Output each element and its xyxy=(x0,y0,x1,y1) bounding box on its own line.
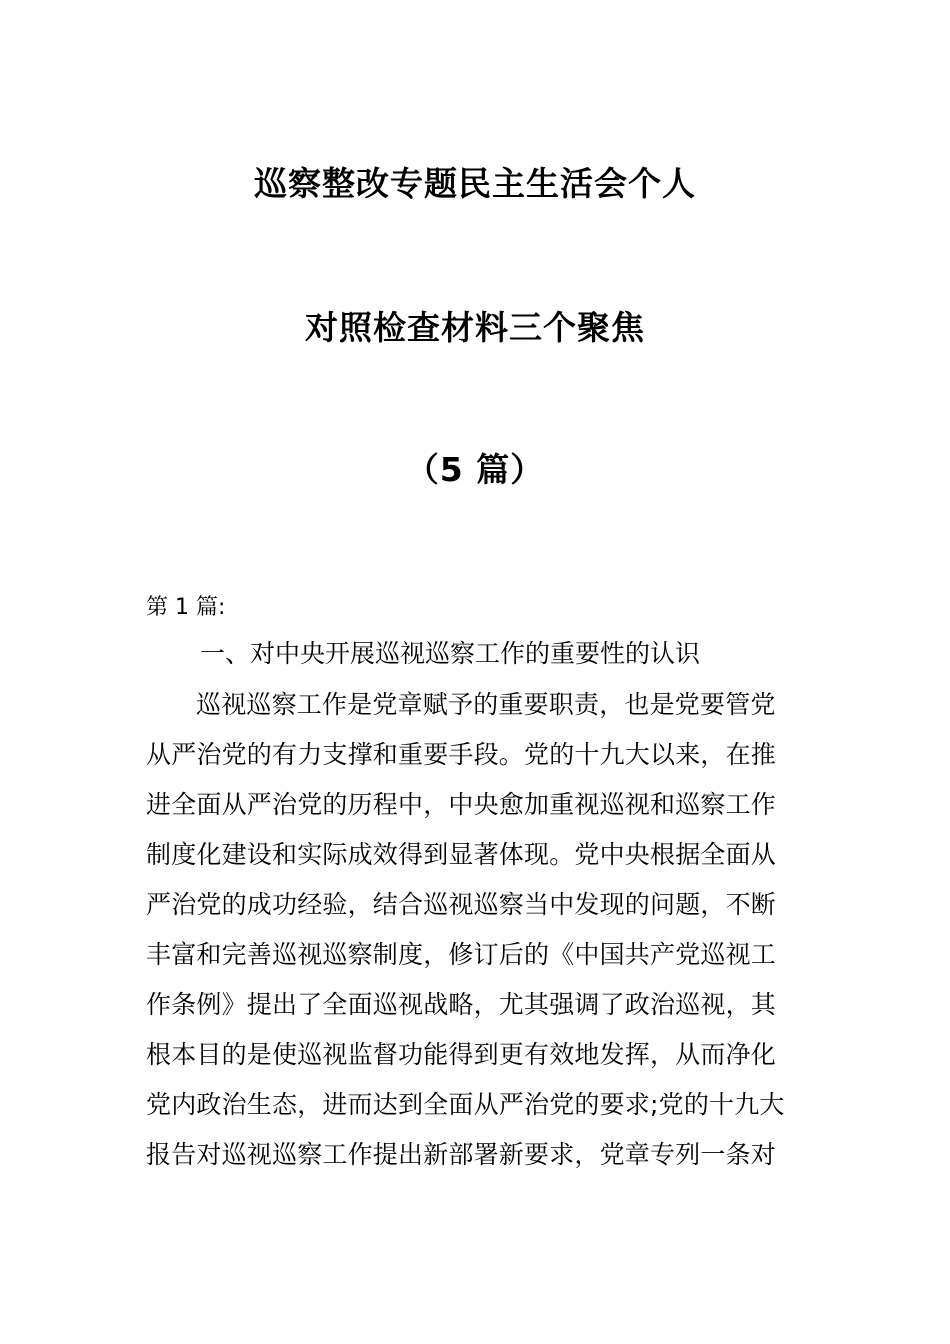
body-line: 从严治党的有力支撑和重要手段。党的十九大以来，在推 xyxy=(146,740,777,769)
section-heading: 一、对中央开展巡视巡察工作的重要性的认识 xyxy=(200,639,701,668)
document-title-line-2: 对照检查材料三个聚焦 xyxy=(305,308,645,347)
document-title-count: （5 篇） xyxy=(405,450,545,489)
body-line: 丰富和完善巡视巡察制度，修订后的《中国共产党巡视工 xyxy=(146,940,777,969)
section-label: 第 1 篇: xyxy=(146,595,226,620)
body-line: 巡视巡察工作是党章赋予的重要职责，也是党要管党 xyxy=(196,690,776,719)
body-line: 严治党的成功经验，结合巡视巡察当中发现的问题，不断 xyxy=(146,890,777,919)
body-line: 党内政治生态，进而达到全面从严治党的要求;党的十九大 xyxy=(146,1090,785,1119)
body-line: 进全面从严治党的历程中，中央愈加重视巡视和巡察工作 xyxy=(146,790,777,819)
document-title-line-1: 巡察整改专题民主生活会个人 xyxy=(254,164,696,203)
body-line: 作条例》提出了全面巡视战略，尤其强调了政治巡视，其 xyxy=(146,990,777,1019)
body-line: 报告对巡视巡察工作提出新部署新要求，党章专列一条对 xyxy=(146,1140,777,1169)
body-line: 制度化建设和实际成效得到显著体现。党中央根据全面从 xyxy=(146,840,777,869)
body-line: 根本目的是使巡视监督功能得到更有效地发挥，从而净化 xyxy=(146,1040,777,1069)
